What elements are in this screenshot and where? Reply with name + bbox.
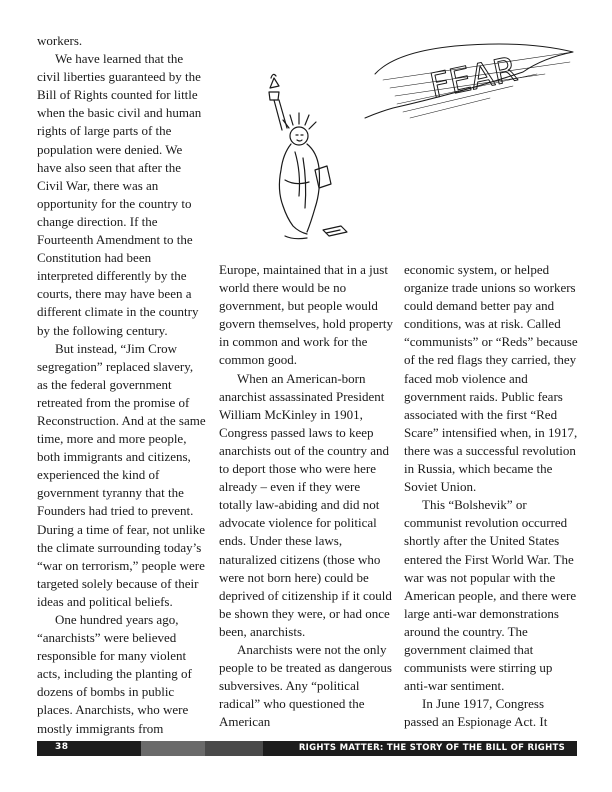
paragraph: economic system, or helped organize trade unions so workers could demand better pay and conditions, was at risk. Called “communists” or “Reds” because of the red flags they carried, they faced mob violence and government raids. Public fears associated with the first “Red Scare” intensified when, in 1917, there was a successful revolution in Russia, which became the Soviet Union.: [404, 262, 578, 495]
page-footer: [37, 741, 577, 756]
paragraph: In June 1917, Congress passed an Espionage Act. It: [404, 696, 548, 730]
paragraph: This “Bolshevik” or communist revolution occurred shortly after the United States entered the First World War. The war was not popular with the American people, and there were large anti-war demonstrations around the country. The government claimed that communists were stirring up anti-war sentiment.: [404, 497, 577, 694]
running-title: RIGHTS MATTER: THE STORY OF THE BILL OF RIGHTS: [298, 743, 565, 753]
page-number: 38: [55, 742, 69, 752]
text-column-1: [37, 32, 207, 738]
paragraph: workers.: [37, 33, 83, 48]
text-column-3: [404, 261, 579, 731]
paragraph: When an American-born anarchist assassinated President William McKinley in 1901, Congress passed laws to keep anarchists out of the country and to deport those who were here already – even if they were totally law-abiding and did not advocate violence for political ends. Under these laws, naturalized citizens (those who were not born here) could be deprived of citizenship if it could be shown they were, or had once been, anarchists.: [219, 370, 392, 639]
text-column-2: [219, 261, 395, 731]
footer-block-light: [141, 741, 205, 756]
paragraph: Anarchists were not the only people to be treated as dangerous subversives. Any “political radical” who questioned the American: [219, 641, 392, 730]
paragraph: One hundred years ago, “anarchists” were believed responsible for many violent acts, including the planting of dozens of bombs in public places. Anarchists, who were mostly immigrants from: [37, 612, 192, 736]
paragraph: Europe, maintained that in a just world there would be no government, but people would govern themselves, hold property in common and work for the common good.: [219, 262, 394, 368]
paragraph: But instead, “Jim Crow segregation” replaced slavery, as the federal government retreated from the promise of Reconstruction. And at the same time, more and more people, both immigrants and citizens, experienced the kind of government tyranny that the Founders had tried to prevent. During a time of fear, not unlike the climate surrounding today’s “war on terrorism,” people were targeted solely because of their ideas and political beliefs.: [37, 340, 206, 609]
statue-of-liberty-fear-cartoon: [225, 40, 585, 252]
fear-lettering: FEAR: [426, 49, 521, 107]
paragraph: We have learned that the civil liberties guaranteed by the Bill of Rights counted for little when the basic civil and human rights of large parts of the population were denied. We have also seen that after the Civil War, there was an opportunity for the country to change direction. If the Fourteenth Amendment to the Constitution had been interpreted differently by the courts, there may have been a different climate in the country by the following century.: [37, 51, 202, 338]
footer-block-dark: [205, 741, 263, 756]
